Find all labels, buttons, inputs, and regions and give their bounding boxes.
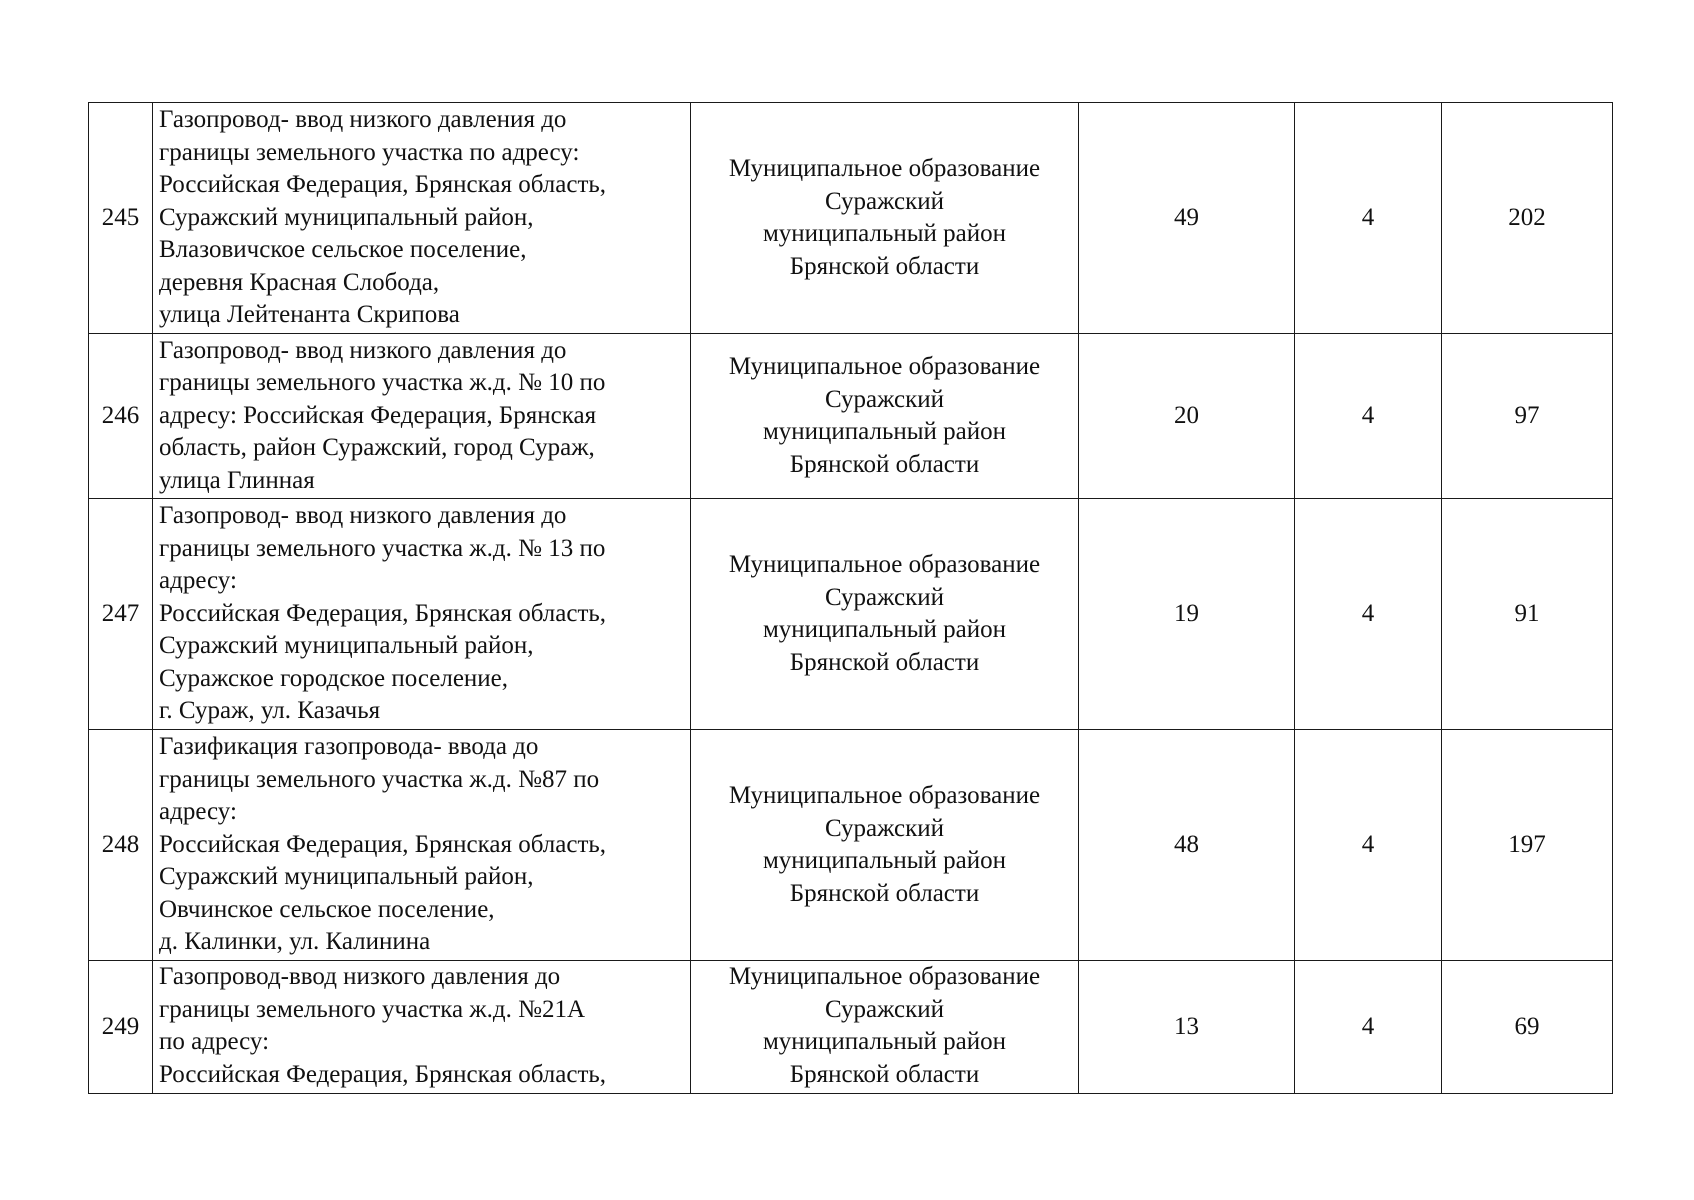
value-cell: 197	[1442, 730, 1613, 961]
value-cell: 69	[1442, 961, 1613, 1094]
owner-name: Муниципальное образование Суражский муниципальный район Брянской области	[691, 499, 1079, 730]
row-number: 245	[89, 103, 153, 334]
value-cell: 97	[1442, 334, 1613, 499]
owner-name: Муниципальное образование Суражский муниципальный район Брянской области	[691, 334, 1079, 499]
value-cell: 4	[1295, 499, 1442, 730]
owner-name: Муниципальное образование Суражский муниципальный район Брянской области	[691, 730, 1079, 961]
value-cell: 19	[1079, 499, 1295, 730]
value-cell: 49	[1079, 103, 1295, 334]
value-cell: 4	[1295, 961, 1442, 1094]
registry-table	[88, 102, 1613, 1094]
object-description: Газопровод- ввод низкого давления до границы земельного участка ж.д. № 13 по адресу: Российская Федерация, Брянская область, Суражский муниципальный район, Суражское городское поселение, г. Сураж, ул. Казачья	[153, 499, 691, 730]
owner-name: Муниципальное образование Суражский муниципальный район Брянской области	[691, 961, 1079, 1094]
object-description: Газопровод-ввод низкого давления до границы земельного участка ж.д. №21А по адресу: Российская Федерация, Брянская область,	[153, 961, 691, 1094]
table-row	[89, 334, 1613, 499]
table-row	[89, 961, 1613, 1094]
owner-name: Муниципальное образование Суражский муниципальный район Брянской области	[691, 103, 1079, 334]
value-cell: 13	[1079, 961, 1295, 1094]
row-number: 247	[89, 499, 153, 730]
row-number: 246	[89, 334, 153, 499]
value-cell: 4	[1295, 334, 1442, 499]
table-row	[89, 730, 1613, 961]
value-cell: 91	[1442, 499, 1613, 730]
row-number: 248	[89, 730, 153, 961]
value-cell: 48	[1079, 730, 1295, 961]
value-cell: 4	[1295, 730, 1442, 961]
object-description: Газопровод- ввод низкого давления до границы земельного участка ж.д. № 10 по адресу: Российская Федерация, Брянская область, район Суражский, город Сураж, улица Глинная	[153, 334, 691, 499]
object-description: Газопровод- ввод низкого давления до границы земельного участка по адресу: Российская Федерация, Брянская область, Суражский муниципальный район, Влазовичское сельское поселение, деревня Красная Слобода, улица Лейтенанта Скрипова	[153, 103, 691, 334]
value-cell: 202	[1442, 103, 1613, 334]
object-description: Газификация газопровода- ввода до границы земельного участка ж.д. №87 по адресу: Российская Федерация, Брянская область, Суражский муниципальный район, Овчинское сельское поселение, д. Калинки, ул. Калинина	[153, 730, 691, 961]
value-cell: 4	[1295, 103, 1442, 334]
value-cell: 20	[1079, 334, 1295, 499]
table-row	[89, 499, 1613, 730]
row-number: 249	[89, 961, 153, 1094]
table-row	[89, 103, 1613, 334]
